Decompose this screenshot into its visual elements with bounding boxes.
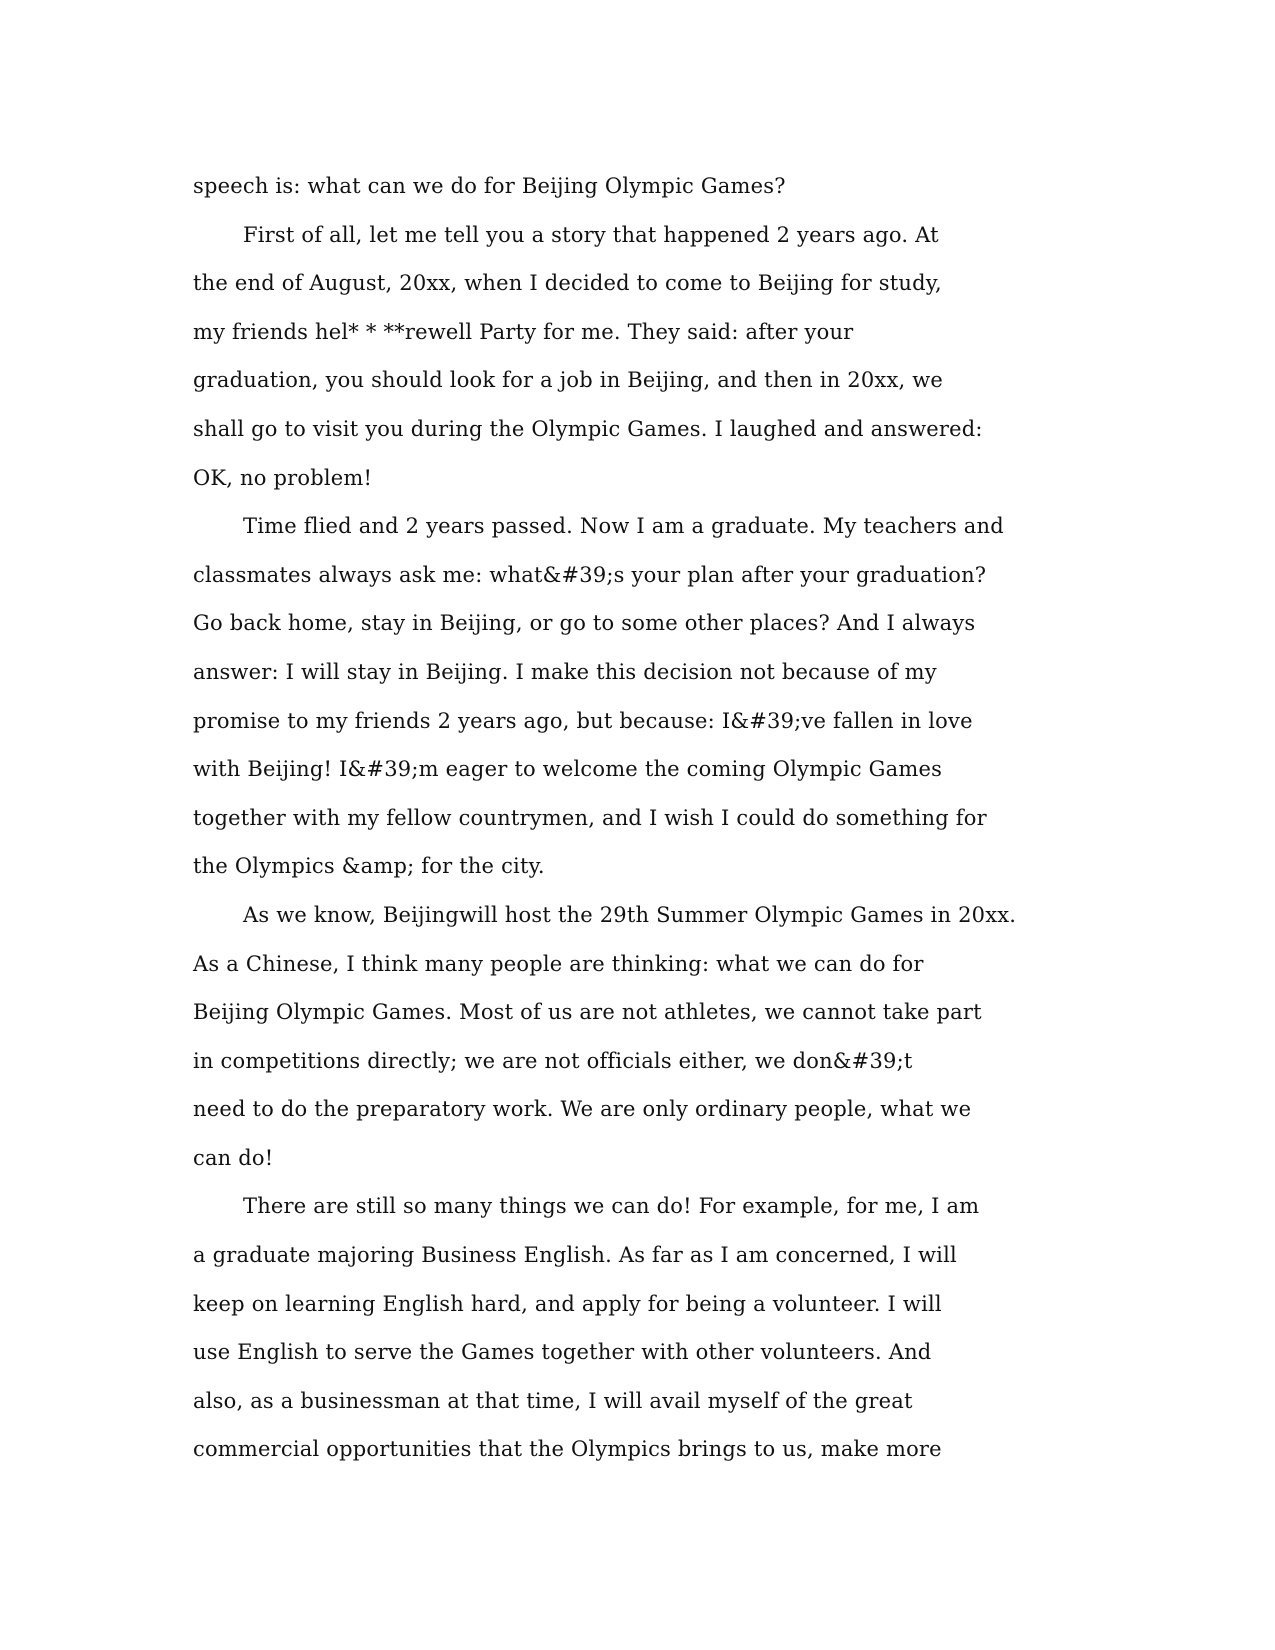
text-line: commercial opportunities that the Olympics brings to us, make more: [193, 1437, 942, 1462]
text-line: There are still so many things we can do! For example, for me, I am: [243, 1194, 980, 1219]
text-line: speech is: what can we do for Beijing Olympic Games?: [193, 174, 786, 198]
text-line: promise to my friends 2 years ago, but because: I&#39;ve fallen in love: [193, 708, 973, 733]
paragraph: [193, 891, 1093, 1183]
text-line: in competitions directly; we are not officials either, we don&#39;t: [193, 1048, 913, 1073]
text-line: Go back home, stay in Beijing, or go to some other places? And I always: [193, 611, 976, 636]
text-line: classmates always ask me: what&#39;s your plan after your graduation?: [193, 562, 987, 587]
text-line: OK, no problem!: [193, 465, 373, 490]
text-line: graduation, you should look for a job in Beijing, and then in 20xx, we: [193, 368, 944, 393]
text-line: a graduate majoring Business English. As far as I am concerned, I will: [193, 1243, 957, 1268]
text-line: As we know, Beijingwill host the 29th Summer Olympic Games in 20xx.: [243, 902, 1017, 927]
text-line: use English to serve the Games together with other volunteers. And: [193, 1340, 932, 1365]
text-line: can do!: [193, 1145, 274, 1170]
text-line: answer: I will stay in Beijing. I make this decision not because of my: [193, 659, 937, 684]
text-line: with Beijing! I&#39;m eager to welcome the coming Olympic Games: [193, 757, 943, 782]
text-line: keep on learning English hard, and apply for being a volunteer. I will: [193, 1291, 942, 1316]
paragraph: [193, 502, 1093, 891]
text-line: Beijing Olympic Games. Most of us are not athletes, we cannot take part: [193, 1000, 982, 1025]
text-line: the end of August, 20xx, when I decided to come to Beijing for study,: [193, 271, 942, 296]
text-line: Time flied and 2 years passed. Now I am a graduate. My teachers and: [243, 514, 1004, 539]
text-line: also, as a businessman at that time, I will avail myself of the great: [193, 1388, 913, 1413]
text-line: the Olympics &amp; for the city.: [193, 854, 545, 879]
text-line: shall go to visit you during the Olympic Games. I laughed and answered:: [193, 416, 983, 441]
paragraph: [193, 162, 1093, 211]
paragraph: [193, 1182, 1093, 1474]
text-line: need to do the preparatory work. We are only ordinary people, what we: [193, 1097, 972, 1122]
document-body: [193, 162, 1093, 1474]
text-line: First of all, let me tell you a story that happened 2 years ago. At: [243, 222, 939, 247]
paragraph: [193, 211, 1093, 503]
text-line: As a Chinese, I think many people are thinking: what we can do for: [193, 951, 924, 976]
text-line: my friends hel* * **rewell Party for me. They said: after your: [193, 319, 854, 344]
text-line: together with my fellow countrymen, and I wish I could do something for: [193, 805, 987, 830]
